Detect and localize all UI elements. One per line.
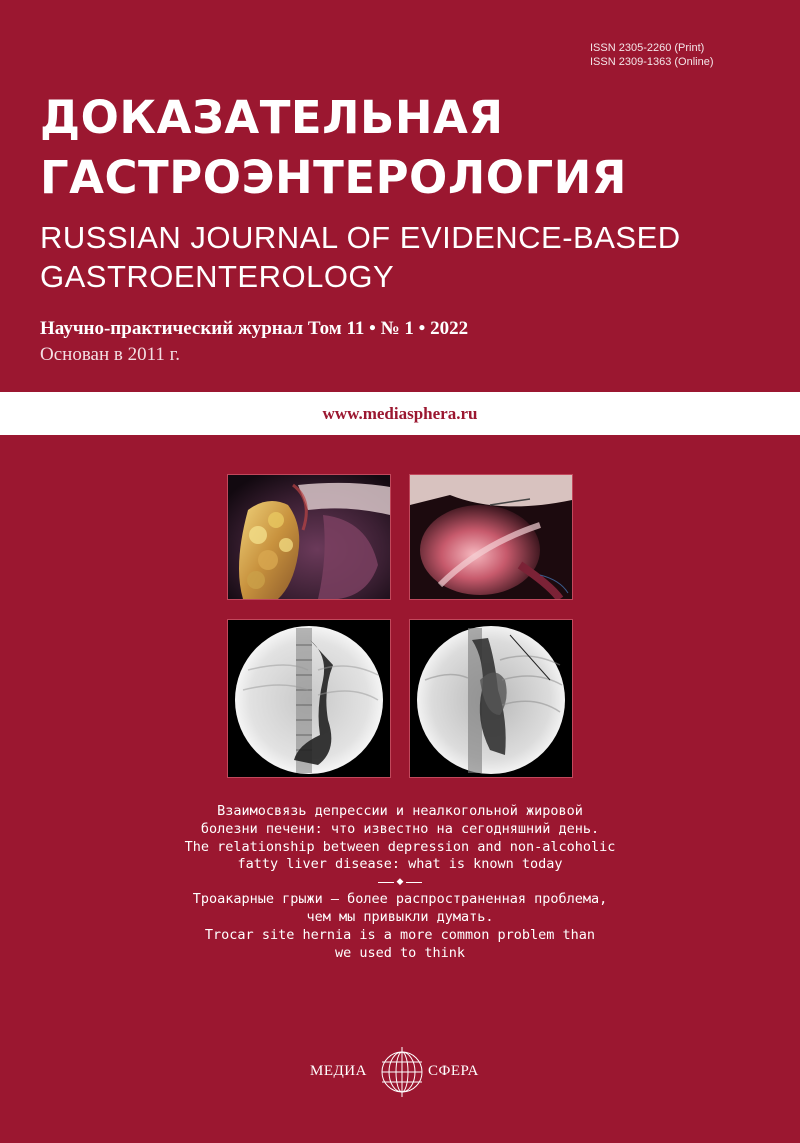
surgical-photo-omentum xyxy=(227,474,391,600)
journal-title-english xyxy=(40,218,681,296)
article-1-ru-line-2: болезни печени: что известно на сегодняшний день. xyxy=(200,820,600,837)
article-2 xyxy=(100,891,700,962)
founded-line: Основан в 2011 г. xyxy=(40,344,181,365)
article-divider xyxy=(100,874,700,891)
article-2-en-line-1: Trocar site hernia is a more common problem than xyxy=(204,926,596,943)
website-link[interactable]: www.mediasphera.ru xyxy=(322,403,478,423)
issn-block xyxy=(590,41,790,69)
website-band xyxy=(0,392,800,435)
article-1-en-line-1: The relationship between depression and non-alcoholic xyxy=(184,838,616,855)
fluoroscopy-xray-1 xyxy=(227,619,391,778)
article-1-en-line-2: fatty liver disease: what is known today xyxy=(237,856,563,873)
article-1-ru-line-1: Взаимосвязь депрессии и неалкогольной жировой xyxy=(217,803,583,819)
issn-online: ISSN 2309-1363 (Online) xyxy=(590,56,714,68)
article-2-ru-line-2: чем мы привыкли думать. xyxy=(306,908,494,925)
title-ru-line-1: ДОКАЗАТЕЛЬНАЯ xyxy=(40,91,504,144)
publisher-logo xyxy=(300,1047,500,1097)
globe-icon xyxy=(377,1047,427,1097)
publisher-name-right: СФЕРА xyxy=(428,1063,479,1079)
title-ru-line-2: ГАСТРОЭНТЕРОЛОГИЯ xyxy=(40,151,627,204)
article-2-en-line-2: we used to think xyxy=(334,944,466,961)
article-1 xyxy=(100,803,700,874)
journal-volume-line: Научно-практический журнал Том 11 • № 1 • 2022 xyxy=(40,318,469,339)
article-2-ru-line-1: Троакарные грыжи — более распространенная проблема, xyxy=(192,891,608,908)
title-en-line-2: GASTROENTEROLOGY xyxy=(40,259,395,294)
fluoroscopy-xray-2 xyxy=(409,619,573,778)
journal-title-russian xyxy=(40,88,627,208)
diamond-ornament-icon: ◆ xyxy=(396,876,404,887)
surgical-photo-laparoscopic xyxy=(409,474,573,600)
title-en-line-1: RUSSIAN JOURNAL OF EVIDENCE-BASED xyxy=(40,220,681,255)
issn-print: ISSN 2305-2260 (Print) xyxy=(590,42,705,54)
featured-articles xyxy=(100,803,700,962)
publisher-name-left: МЕДИА xyxy=(310,1063,367,1079)
